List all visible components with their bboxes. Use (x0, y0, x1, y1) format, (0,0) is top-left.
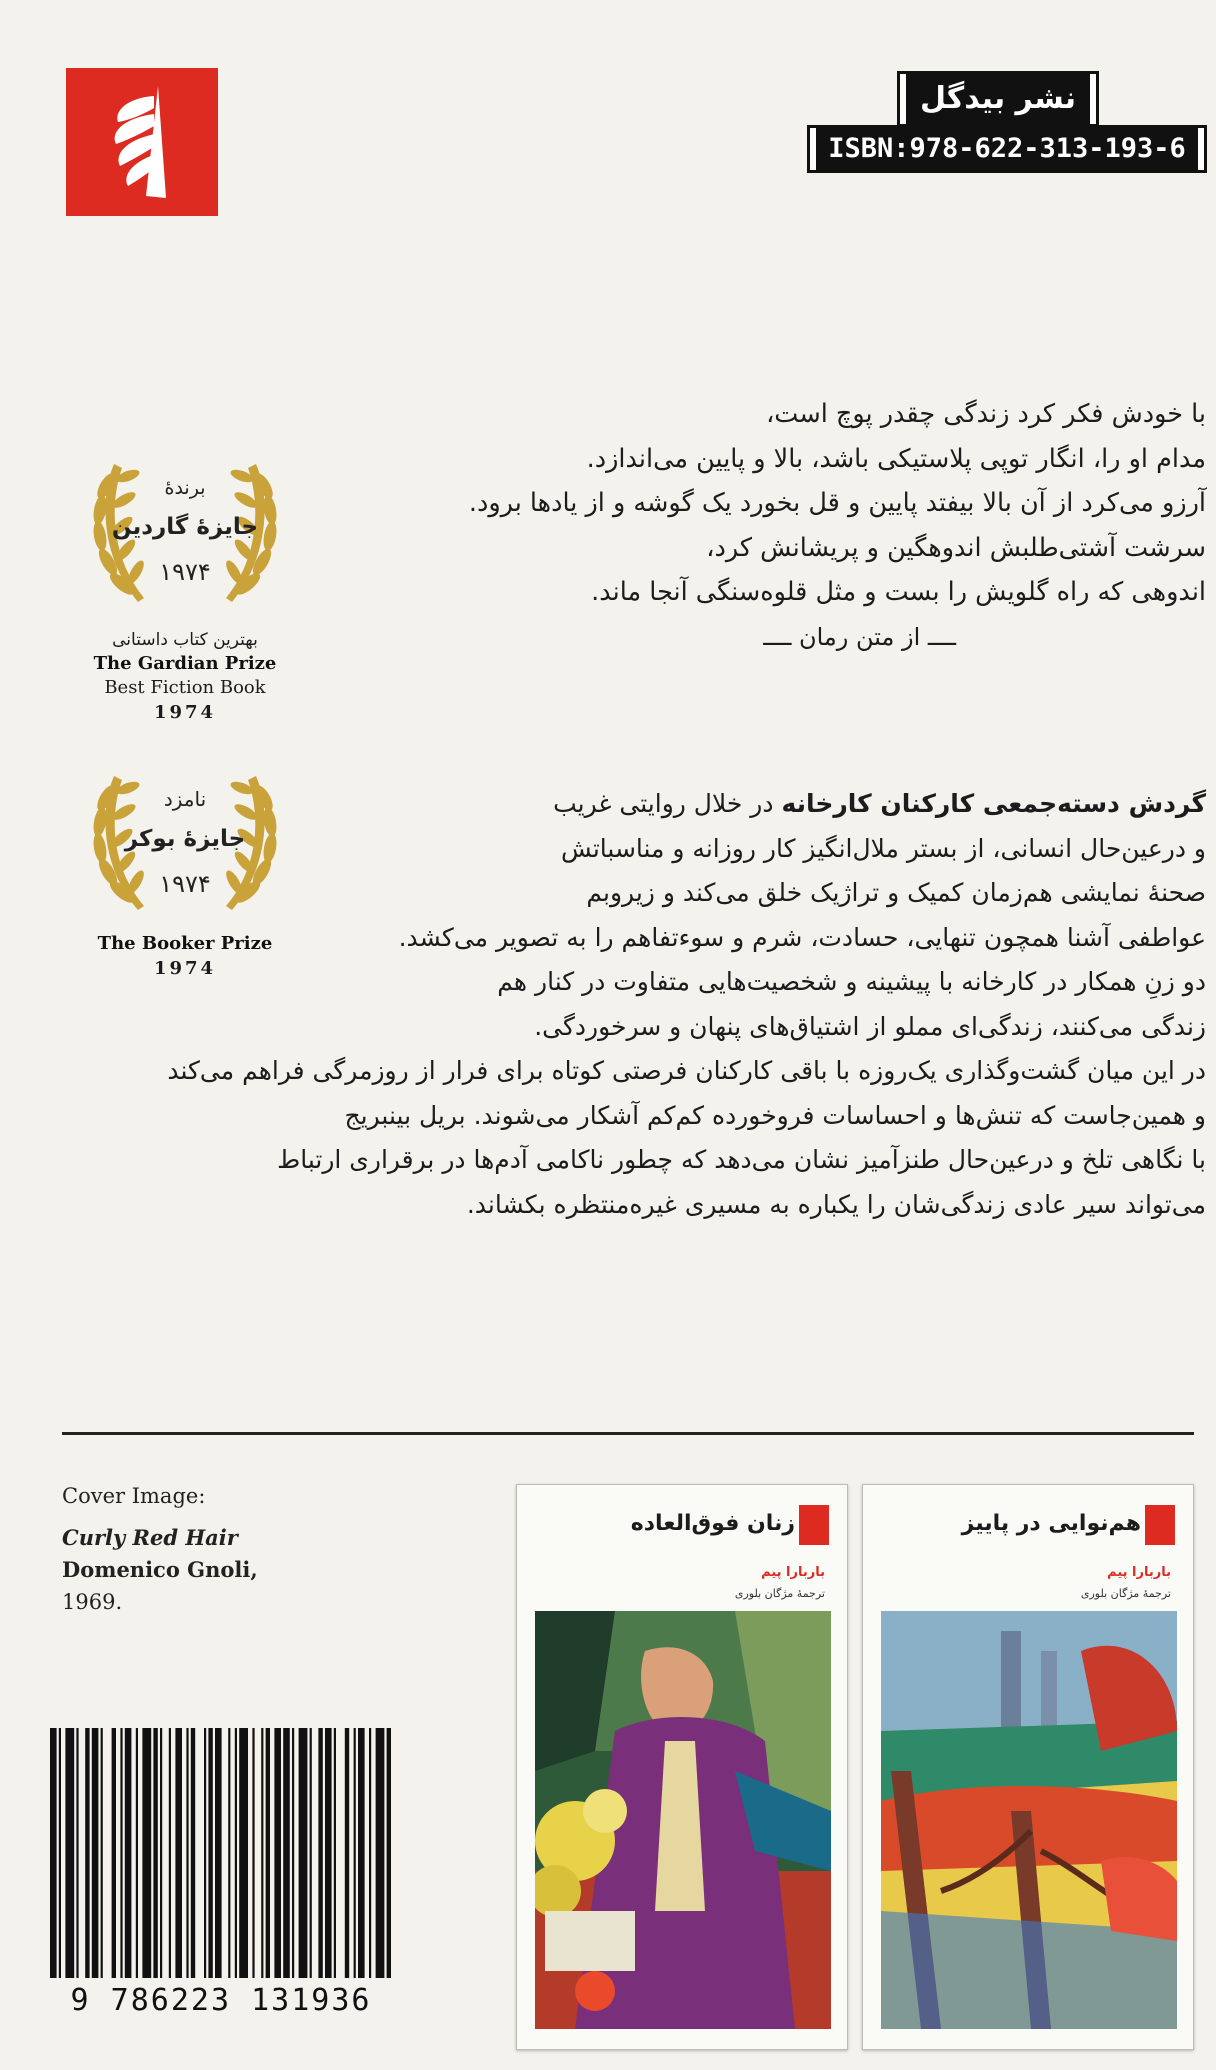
quote-block (386, 392, 1206, 659)
barcode-bar (266, 1728, 270, 1978)
barcode-bar (261, 1728, 263, 1978)
barcode-bar (354, 1728, 356, 1978)
award-subtitle-fa: بهترین کتاب داستانی (112, 630, 258, 650)
award-role: نامزد (163, 787, 207, 811)
barcode-bar (175, 1728, 182, 1978)
award-name-en: The Gardian Prize (93, 653, 277, 674)
barcode-bar (136, 1728, 138, 1978)
barcode-bar (169, 1728, 171, 1978)
related-book-author: باربارا پیم (761, 1565, 825, 1580)
related-book-card (862, 1484, 1194, 2050)
award-year-fa: ۱۹۷۴ (159, 870, 211, 898)
related-book-translator: ترجمهٔ مژگان بلوری (734, 1587, 825, 1600)
related-book-author: باربارا پیم (1107, 1565, 1171, 1580)
barcode-bars (36, 1728, 406, 2018)
barcode-bar (59, 1728, 61, 1978)
barcode-bar (387, 1728, 391, 1978)
barcode-bar (252, 1728, 254, 1978)
barcode-bar (76, 1728, 78, 1978)
barcode-bar (369, 1728, 371, 1978)
barcode-bar (318, 1728, 322, 1978)
quote-source-text: ــــ از متن رمان ــــ (763, 622, 956, 651)
quote-line: اندوهی که راه گلویش را بست و مثل قلوه‌سنگی آنجا ماند. (591, 577, 1206, 607)
book-title-inline: گردش دسته‌جمعی کارکنان کارخانه (781, 789, 1206, 818)
cover-credit-artist: Domenico Gnoli, (62, 1557, 258, 1582)
barcode-bar (160, 1728, 162, 1978)
publisher-name: نشر بیدگل (900, 74, 1096, 124)
description-line: با نگاهی تلخ و درعین‌حال طنزآمیز نشان می‌دهد که چطور ناکامی آدم‌ها در برقراری ارتباط (277, 1145, 1206, 1174)
barcode-bar (65, 1728, 74, 1978)
quote-line: آرزو می‌کرد از آن بالا بیفتد پایین و قل بخورد یک گوشه و از یادها برود. (468, 488, 1206, 518)
award-subtitle-en: Best Fiction Book (104, 677, 266, 698)
award-name-fa: جایزهٔ گاردین (111, 514, 259, 540)
award-year-en: 1974 (153, 702, 217, 723)
barcode (36, 1728, 406, 2018)
award-name-en: The Booker Prize (97, 933, 273, 954)
barcode-bar (125, 1728, 132, 1978)
publisher-mini-logo-icon (1145, 1505, 1175, 1545)
description-line: در این میان گشت‌وگذاری یک‌روزه با باقی کارکنان فرصتی کوتاه برای فرار از روزمرگی فراهم می‌کند (167, 1056, 1206, 1085)
description-line: عواطفی آشنا همچون تنهایی، حسادت، شرم و سوءتفاهم را به تصویر می‌کشد. (398, 922, 1206, 952)
barcode-bar (191, 1728, 195, 1978)
barcode-bar (208, 1728, 212, 1978)
barcode-bar (85, 1728, 89, 1978)
barcode-bar (112, 1728, 116, 1978)
description-line: می‌تواند سیر عادی زندگی‌شان را یکباره به مسیری غیره‌منتظره بکشاند. (466, 1189, 1206, 1219)
barcode-bar (334, 1728, 336, 1978)
description-line: صحنهٔ نمایشی هم‌زمان کمیک و تراژیک خلق می‌کند و زیروبم (586, 878, 1206, 907)
barcode-bar (204, 1728, 206, 1978)
cover-credit (62, 1480, 258, 1618)
related-book-cover-art (881, 1611, 1177, 2029)
barcode-bar (376, 1728, 385, 1978)
cover-credit-year: 1969. (62, 1590, 123, 1614)
description-block (56, 782, 1206, 1227)
description-line: زندگی می‌کنند، زندگی‌ای مملو از اشتیاق‌های پنهان و سرخوردگی. (534, 1011, 1206, 1041)
isbn: ISBN:978-622-313-193-6 (810, 128, 1204, 170)
barcode-bar (186, 1728, 188, 1978)
barcode-bar (239, 1728, 248, 1978)
cover-credit-label: Cover Image: (62, 1484, 206, 1508)
barcode-bar (299, 1728, 308, 1978)
barcode-bar (345, 1728, 349, 1978)
award-name-fa: جایزهٔ بوکر (124, 826, 246, 852)
barcode-bar (283, 1728, 290, 1978)
cover-credit-title: Curly Red Hair (62, 1525, 238, 1550)
barcode-bar (120, 1728, 122, 1978)
award-guardian (70, 446, 300, 726)
award-role: برندهٔ (164, 477, 206, 499)
description-line: و درعین‌حال انسانی، از بستر ملال‌انگیز کار روزانه و مناسباتش (560, 833, 1206, 863)
barcode-bar (292, 1728, 294, 1978)
related-book-cover-art (535, 1611, 831, 2029)
barcode-bar (325, 1728, 332, 1978)
quote-line: با خودش فکر کرد زندگی چقدر پوچ است، (766, 399, 1206, 429)
publisher-logo-icon (66, 68, 218, 216)
barcode-bar (274, 1728, 281, 1978)
barcode-bar (153, 1728, 157, 1978)
related-book-translator: ترجمهٔ مژگان بلوری (1080, 1587, 1171, 1600)
barcode-bar (235, 1728, 237, 1978)
quote-source (386, 615, 1206, 660)
laurel-wreath-icon (70, 446, 300, 626)
quote-line: سرشت آشتی‌طلبش اندوهگین و پریشانش کرد، (706, 532, 1206, 563)
barcode-bar (310, 1728, 312, 1978)
related-book-card (516, 1484, 848, 2050)
award-year-en: 1974 (153, 958, 217, 979)
barcode-bar (101, 1728, 103, 1978)
award-year-fa: ۱۹۷۴ (159, 558, 211, 586)
description-line: و همین‌جاست که تنش‌ها و احساسات فروخورده کم‌کم آشکار می‌شوند. بریل بینبریج (344, 1100, 1206, 1130)
barcode-bar (228, 1728, 230, 1978)
publisher-mini-logo-icon (799, 1505, 829, 1545)
barcode-bar (92, 1728, 99, 1978)
barcode-bar (142, 1728, 151, 1978)
description-text: در خلال روایتی غریب (553, 789, 782, 818)
barcode-digits: 9 786223 131936 (70, 1983, 372, 2018)
related-book-title: زنان فوق‌العاده (630, 1511, 795, 1536)
quote-line: مدام او را، انگار توپی پلاستیکی باشد، بالا و پایین می‌اندازد. (586, 443, 1206, 474)
description-line: دو زنِ همکار در کارخانه با پیشینه و شخصیت‌هایی متفاوت در کنار هم (497, 967, 1206, 996)
divider (62, 1432, 1194, 1435)
barcode-bar (358, 1728, 365, 1978)
description-first-line (56, 782, 1206, 827)
related-book-title: هم‌نوایی در پاییز (961, 1511, 1141, 1536)
barcode-bar (215, 1728, 222, 1978)
barcode-bar (50, 1728, 57, 1978)
